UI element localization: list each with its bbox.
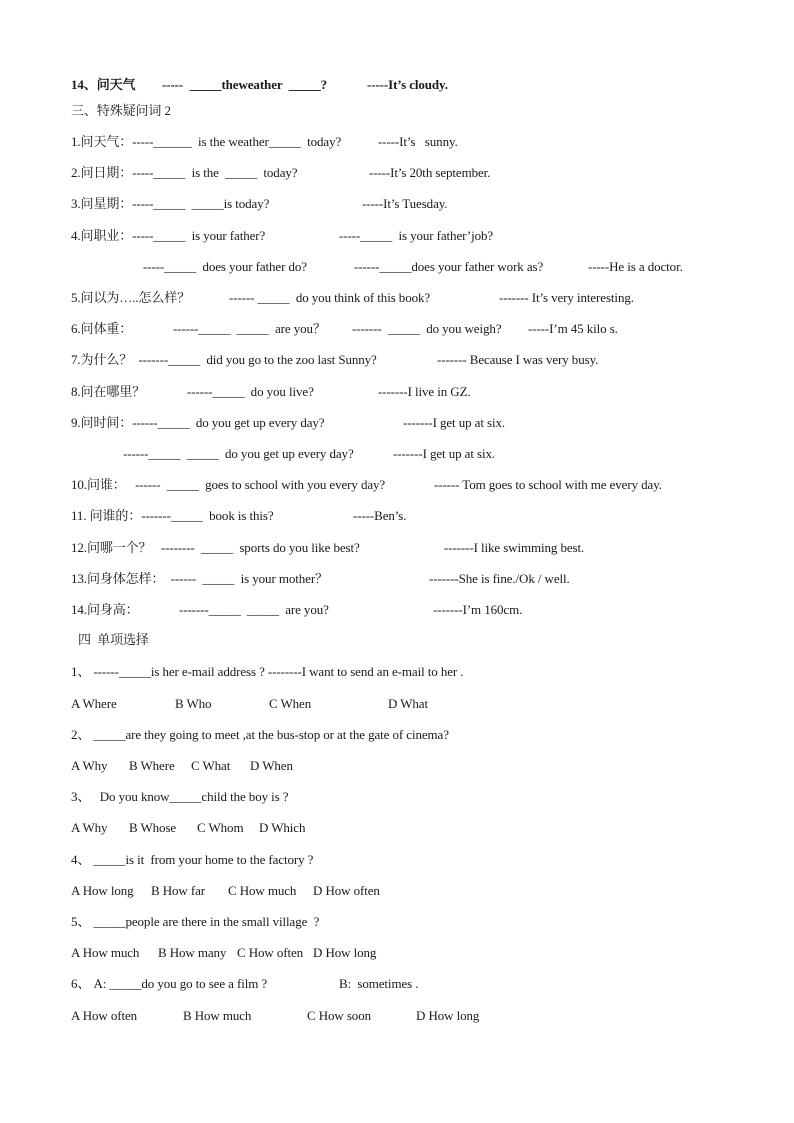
s3-q1: 1.问天气：-----______ is the weather_____ today? [71, 134, 342, 149]
s3-q9b: ------_____ _____ do you get up every day? [123, 446, 354, 461]
s4-q2-opt-c: C What [191, 758, 231, 773]
s4-q5-opt-c: C How often [237, 945, 304, 960]
s3-a9: -------I get up at six. [403, 415, 506, 430]
s4-q2-opt-d: D When [250, 758, 293, 773]
s4-q6-opt-d: D How long [416, 1008, 480, 1023]
s4-q3-stem: 3、 Do you know_____child the boy is ? [71, 789, 289, 804]
s3-m6b: ------- _____ do you weigh? [352, 321, 502, 336]
s3-a3: -----It’s Tuesday. [362, 196, 448, 211]
s4-q4-opt-a: A How long [71, 883, 134, 898]
s3-a7: ------- Because I was very busy. [437, 352, 599, 367]
s3-q8: 8.问在哪里？ [71, 384, 146, 399]
s3-q10: 10.问谁： ------ _____ goes to school with you every day? [71, 477, 386, 492]
s3-a2: -----It’s 20th september. [369, 165, 491, 180]
s4-q6-stem: 6、 A: _____do you go to see a film ? [71, 976, 268, 991]
s3-a8: -------I live in GZ. [378, 384, 471, 399]
s3-q2: 2.问日期：-----_____ is the _____ today? [71, 165, 298, 180]
s3-a4b: -----He is a doctor. [588, 259, 683, 274]
section3-title: 三、特殊疑问词 2 [71, 103, 171, 118]
s4-q3-opt-a: A Why [71, 820, 108, 835]
heading-answer: -----It’s cloudy. [367, 77, 448, 92]
s4-q2-opt-a: A Why [71, 758, 108, 773]
s4-q1-opt-c: C When [269, 696, 312, 711]
section4-title: 四 单项选择 [78, 632, 149, 647]
s4-q6-opt-b: B How much [183, 1008, 252, 1023]
s4-q2-opt-b: B Where [129, 758, 175, 773]
s4-q3-opt-b: B Whose [129, 820, 177, 835]
s3-a10: ------ Tom goes to school with me every day. [434, 477, 662, 492]
s4-q1-opt-d: D What [388, 696, 428, 711]
s4-q4-opt-b: B How far [151, 883, 205, 898]
s3-a4: -----_____ is your father’job? [339, 228, 494, 243]
s3-m6: ------_____ _____ are you？ [173, 321, 326, 336]
s3-a9b: -------I get up at six. [393, 446, 496, 461]
s3-q14: 14.问身高： [71, 602, 139, 617]
s3-a6: -----I’m 45 kilo s. [528, 321, 618, 336]
heading-question: ----- _____theweather _____? [162, 77, 327, 92]
s4-q4-stem: 4、 _____is it from your home to the factory ? [71, 852, 314, 867]
s4-q6-opt-c: C How soon [307, 1008, 372, 1023]
s4-q5-opt-d: D How long [313, 945, 377, 960]
s3-a1: -----It’s sunny. [378, 134, 458, 149]
s4-q5-opt-b: B How many [158, 945, 227, 960]
s4-q4-opt-c: C How much [228, 883, 297, 898]
s3-m14: -------_____ _____ are you? [179, 602, 329, 617]
s4-q5-stem: 5、 _____people are there in the small village ? [71, 914, 320, 929]
s4-q6-opt-a: A How often [71, 1008, 138, 1023]
s4-q4-opt-d: D How often [313, 883, 380, 898]
s3-a12: -------I like swimming best. [444, 540, 585, 555]
s3-a14: -------I’m 160cm. [433, 602, 523, 617]
s3-q12: 12.问哪一个？ -------- _____ sports do you like best? [71, 540, 360, 555]
s4-q1-opt-b: B Who [175, 696, 212, 711]
s3-a5: ------- It’s very interesting. [499, 290, 634, 305]
s3-q13: 13.问身体怎样： ------ _____ is your mother？ [71, 571, 328, 586]
s3-q6: 6.问体重： [71, 321, 133, 336]
s4-q3-opt-c: C Whom [197, 820, 244, 835]
heading-label: 14、问天气 [71, 77, 136, 92]
s3-q9: 9.问时间：------_____ do you get up every day? [71, 415, 325, 430]
s3-m4b: ------_____does your father work as? [354, 259, 544, 274]
s3-q5: 5.问以为…..怎么样？ [71, 290, 191, 305]
s3-q4: 4.问职业：-----_____ is your father? [71, 228, 266, 243]
s4-q2-stem: 2、 _____are they going to meet ,at the bus-stop or at the gate of cinema? [71, 727, 449, 742]
s3-a11: -----Ben’s. [353, 508, 407, 523]
s3-q4b: -----_____ does your father do? [143, 259, 307, 274]
s4-q3-opt-d: D Which [259, 820, 306, 835]
s4-q1-opt-a: A Where [71, 696, 117, 711]
s3-q11: 11. 问谁的：-------_____ book is this? [71, 508, 274, 523]
s4-q5-opt-a: A How much [71, 945, 140, 960]
s3-q3: 3.问星期：-----_____ _____is today? [71, 196, 270, 211]
s3-a13: -------She is fine./Ok / well. [429, 571, 570, 586]
s3-q7: 7.为什么？ -------_____ did you go to the zoo last Sunny? [71, 352, 377, 367]
s3-m8: ------_____ do you live? [187, 384, 314, 399]
s3-m5: ------ _____ do you think of this book? [229, 290, 431, 305]
s4-q1-stem: 1、 ------_____is her e-mail address ? --------I want to send an e-mail to her . [71, 664, 464, 679]
s4-q6-stem-b: B: sometimes . [339, 976, 419, 991]
